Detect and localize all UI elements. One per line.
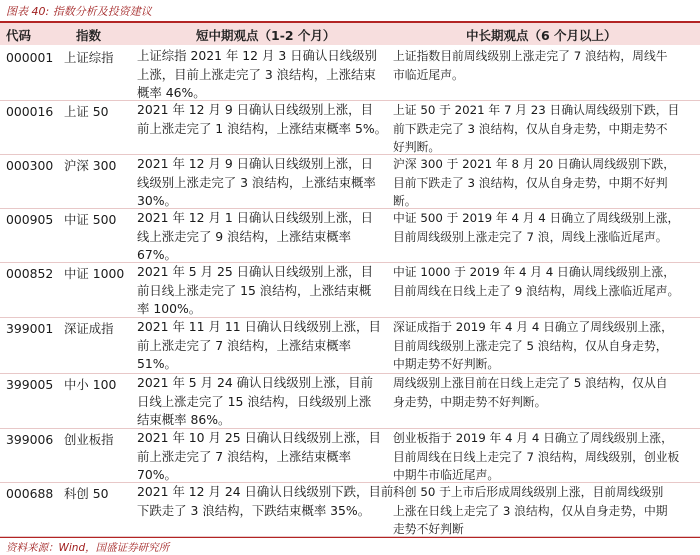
cell-short-view (137, 318, 383, 374)
long-view-line: 目前周线级别上涨走完了 7 浪，周线上涨临近尾声。 (393, 229, 668, 244)
long-view-line: 中证 500 于 2019 年 4 月 4 日确立了周线级别上涨， (393, 211, 680, 225)
cell-short-view (137, 374, 383, 430)
long-view-line: 目前下跌走了 3 浪结构，仅从自身走势，中期不好判 (393, 175, 668, 190)
long-view-line: 好判断。 (393, 140, 441, 154)
cell-code: 000001 (6, 50, 54, 65)
source-note: 资料来源：Wind，国盛证券研究所 (6, 542, 170, 554)
cell-code: 399006 (6, 432, 54, 447)
cell-code: 000852 (6, 266, 54, 281)
bottom-rule (0, 537, 700, 538)
cell-long-view (393, 374, 693, 411)
cell-short-view (137, 263, 383, 319)
cell-index: 中小 100 (64, 377, 117, 392)
cell-index: 深证成指 (64, 321, 114, 336)
short-view-line: 2021 年 10 月 25 日确认日线级别上涨，目 (137, 430, 381, 445)
table-row (0, 429, 700, 483)
cell-long-view (393, 209, 693, 246)
long-view-line: 市临近尾声。 (393, 67, 464, 82)
cell-long-view (393, 263, 693, 300)
cell-short-view (137, 209, 383, 265)
header-code: 代码 (6, 28, 32, 43)
cell-code: 000688 (6, 486, 54, 501)
short-view-line: 日线上涨走完了 15 浪结构，日线级别上涨 (137, 393, 372, 409)
header-index: 指数 (76, 28, 102, 43)
header-short: 短中期观点（1-2 个月） (196, 28, 336, 43)
table-header (0, 23, 700, 45)
cell-code: 000016 (6, 104, 54, 119)
table-row (0, 374, 700, 429)
long-view-line: 身走势，中期走势不好判断。 (393, 394, 547, 409)
cell-code: 000300 (6, 158, 54, 173)
short-view-line: 率 100%。 (137, 301, 202, 316)
long-view-line: 周线级别上涨目前在日线上走完了 5 浪结构，仅从自 (393, 376, 668, 390)
cell-index: 中证 500 (64, 212, 117, 227)
long-view-line: 走势不好判断 (393, 522, 464, 536)
cell-index: 上证综指 (64, 50, 114, 65)
long-view-line: 沪深 300 于 2021 年 8 月 20 日确认周线级别下跌， (393, 157, 676, 171)
table-row (0, 155, 700, 209)
cell-index: 上证 50 (64, 104, 109, 119)
long-view-line: 科创 50 于上市后形成周线级别上涨，目前周线级别 (393, 485, 664, 499)
cell-short-view (137, 101, 387, 138)
table-row (0, 483, 700, 537)
cell-code: 000905 (6, 212, 54, 227)
long-view-line: 中期走势不好判断。 (393, 357, 500, 371)
table-row (0, 47, 700, 101)
cell-index: 科创 50 (64, 486, 109, 501)
short-view-line: 2021 年 5 月 25 日确认日线级别上涨，目 (137, 264, 373, 279)
short-view-line: 概率 46%。 (137, 85, 206, 100)
table-row (0, 263, 700, 318)
short-view-line: 前上涨走完了 7 浪结构，上涨结束概率 (137, 448, 352, 464)
cell-short-view (137, 429, 383, 485)
short-view-line: 2021 年 12 月 9 日确认日线级别上涨，目 (137, 102, 373, 117)
cell-long-view (393, 101, 693, 157)
long-view-line: 中证 1000 于 2019 年 4 月 4 日确认周线级别上涨， (393, 265, 676, 279)
cell-short-view (137, 47, 383, 103)
short-view-line: 70%。 (137, 467, 177, 482)
cell-code: 399001 (6, 321, 54, 336)
short-view-line: 前上涨走完了 1 浪结构，上涨结束概率 5%。 (137, 120, 387, 136)
long-view-line: 目前周线在日线上走了 9 浪结构，周线上涨临近尾声。 (393, 283, 680, 298)
cell-long-view (393, 47, 693, 84)
header-long: 中长期观点（6 个月以上） (466, 28, 617, 43)
cell-index: 创业板指 (64, 432, 114, 447)
cell-short-view (137, 155, 383, 211)
short-view-line: 前上涨走完了 7 浪结构，上涨结束概率 (137, 337, 352, 353)
long-view-line: 深证成指于 2019 年 4 月 4 日确立了周线级别上涨， (393, 320, 673, 334)
cell-long-view (393, 429, 693, 485)
cell-index: 沪深 300 (64, 158, 117, 173)
short-view-line: 线级别上涨走完了 3 浪结构，上涨结束概率 (137, 174, 376, 190)
short-view-line: 30%。 (137, 193, 177, 208)
short-view-line: 67%。 (137, 247, 177, 262)
long-view-line: 中期牛市临近尾声。 (393, 468, 500, 482)
short-view-line: 51%。 (137, 356, 177, 371)
long-view-line: 上涨在日线上走完了 3 浪结构，仅从自身走势，中期 (393, 503, 668, 518)
short-view-line: 线上涨走完了 9 浪结构，上涨结束概率 (137, 228, 352, 244)
table-row (0, 101, 700, 155)
cell-index: 中证 1000 (64, 266, 125, 281)
short-view-line: 2021 年 5 月 24 确认日线级别上涨，目前 (137, 375, 373, 390)
short-view-line: 前日线上涨走完了 15 浪结构，上涨结束概 (137, 282, 372, 298)
long-view-line: 创业板指于 2019 年 4 月 4 日确立了周线级别上涨， (393, 431, 673, 445)
cell-long-view (393, 155, 693, 211)
long-view-line: 目前周线级别上涨走完了 5 浪结构，仅从自身走势， (393, 338, 668, 353)
cell-long-view (393, 318, 693, 374)
cell-long-view (393, 483, 693, 539)
long-view-line: 目前周线在日线上走完了 7 浪结构，周线级别，创业板 (393, 449, 680, 464)
short-view-line: 结束概率 86%。 (137, 412, 231, 427)
short-view-line: 2021 年 11 月 11 日确认日线级别上涨，目 (137, 319, 381, 334)
short-view-line: 2021 年 12 月 1 日确认日线级别上涨，日 (137, 210, 373, 225)
long-view-line: 断。 (393, 194, 417, 208)
cell-code: 399005 (6, 377, 54, 392)
long-view-line: 上证指数目前周线级别上涨走完了 7 浪结构，周线牛 (393, 49, 668, 63)
table-caption: 图表 40: 指数分析及投资建议 (6, 5, 152, 18)
long-view-line: 前下跌走完了 3 浪结构，仅从自身走势，中期走势不 (393, 121, 668, 136)
short-view-line: 上证综指 2021 年 12 月 3 日确认日线级别 (137, 48, 377, 63)
short-view-line: 2021 年 12 月 24 日确认日线级别下跌，目前 (137, 484, 394, 499)
short-view-line: 下跌走了 3 浪结构，下跌结束概率 35%。 (137, 502, 371, 518)
long-view-line: 上证 50 于 2021 年 7 月 23 日确认周线级别下跌，目 (393, 103, 680, 117)
short-view-line: 2021 年 12 月 9 日确认日线级别上涨，日 (137, 156, 373, 171)
cell-short-view (137, 483, 394, 520)
table-row (0, 209, 700, 263)
table-row (0, 318, 700, 374)
short-view-line: 上涨，目前上涨走完了 3 浪结构，上涨结束 (137, 66, 376, 82)
